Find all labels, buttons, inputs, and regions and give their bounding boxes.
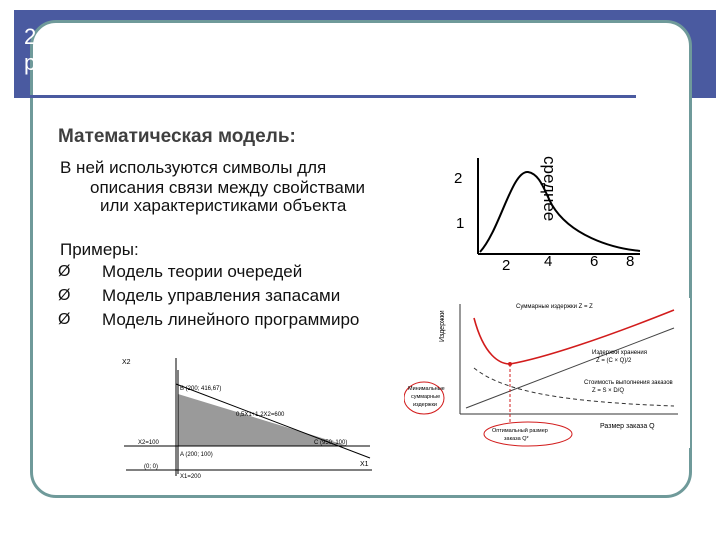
distribution-curve (480, 172, 640, 252)
x-tick-label: 8 (626, 253, 635, 270)
holding-cost-label: Издержки хранения (592, 350, 648, 356)
optimum-point (508, 362, 512, 366)
bullet-arrow-icon: Ø (58, 311, 71, 328)
example-item: Модель линейного программиро (102, 310, 360, 329)
bullet-arrow-icon: Ø (58, 287, 71, 304)
inventory-ylabel: Издержки (439, 310, 446, 342)
inventory-cost-figure (404, 298, 690, 448)
title-underline (30, 95, 636, 98)
slide-title (24, 24, 684, 76)
y-tick-label: 1 (456, 215, 465, 232)
min-cost-label: Минимальные (408, 386, 445, 392)
feasible-region (178, 394, 348, 446)
lp-x-label: X1 (360, 461, 369, 468)
order-cost-label: Стоимость выполнения заказов (584, 380, 673, 386)
x2-line-label: X2=100 (138, 440, 159, 446)
bullet-arrow-icon: Ø (58, 263, 71, 280)
optimal-q-label: заказа Q* (504, 436, 529, 442)
example-item: Модель теории очередей (102, 262, 303, 281)
x-tick-label: 4 (544, 253, 553, 270)
min-cost-label: суммарные (411, 394, 441, 400)
lp-y-label: X2 (122, 359, 131, 366)
title-line-1: 2.2. Модели, методология и организация процесса (24, 24, 543, 49)
constraint-label: 0,5X1+1,2X2=600 (236, 412, 285, 418)
origin-label: (0; 0) (144, 464, 159, 470)
example-item: Модель управления запасами (102, 286, 341, 305)
total-cost-label: Суммарные издержки Z = Z (516, 304, 593, 310)
intro-line-2: описания связи между свойствами (90, 178, 366, 197)
x-tick-label: 2 (502, 257, 511, 274)
intro-line-3: или характеристиками объекта (100, 196, 347, 215)
series-label: среднее (540, 156, 559, 222)
point-b-label: B (200; 416,67) (180, 386, 222, 392)
optimal-q-label: Оптимальный размер (492, 428, 548, 434)
distribution-curve-figure (440, 150, 690, 280)
holding-cost-formula: Z = (C × Q)/2 (596, 358, 632, 364)
min-cost-label: издержки (413, 402, 437, 408)
examples-heading: Примеры: (60, 240, 139, 259)
order-cost-formula: Z = S × D/Q (592, 388, 625, 394)
y-tick-label: 2 (454, 170, 463, 187)
linear-programming-figure (120, 354, 376, 480)
inventory-xlabel: Размер заказа Q (600, 423, 655, 430)
x-tick-label: 6 (590, 253, 599, 270)
intro-line-1: В ней используются символы для (60, 158, 327, 177)
point-c-label: C (950; 100) (314, 440, 348, 446)
title-line-2: разработки управленческого решения (24, 50, 415, 75)
point-a-label: A (200; 100) (180, 452, 213, 458)
x1-line-label: X1=200 (180, 474, 201, 480)
section-subtitle: Математическая модель: (58, 126, 296, 147)
